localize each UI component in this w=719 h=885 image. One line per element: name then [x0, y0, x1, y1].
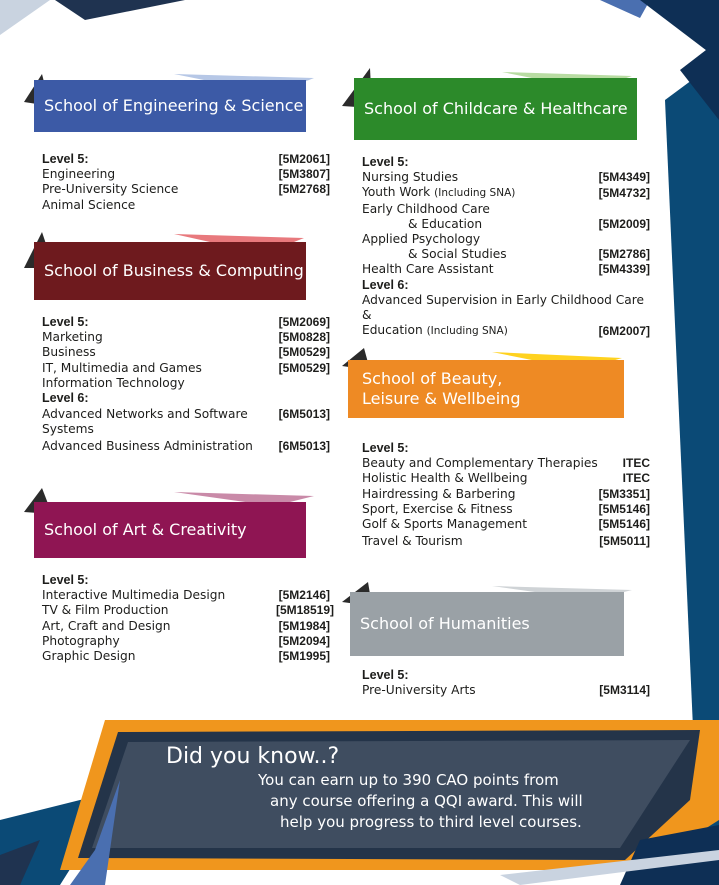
- course-name: Travel & Tourism: [362, 534, 463, 549]
- list-item: [42, 198, 330, 213]
- course-note: (Including SNA): [434, 187, 516, 200]
- course-name: Engineering: [42, 167, 116, 182]
- list-item: [362, 170, 650, 185]
- course-code: ITEC: [622, 471, 650, 486]
- banner-engineering-title: School of Engineering & Science: [44, 96, 304, 115]
- list-item: [42, 361, 330, 376]
- did-you-know-line2: any course offering a QQI award. This will: [270, 792, 583, 810]
- course-code: [5M2786]: [598, 247, 650, 262]
- did-you-know-line1: You can earn up to 390 CAO points from: [258, 771, 559, 789]
- list-item: [362, 502, 650, 517]
- level-label: Level 5:: [362, 441, 409, 455]
- did-you-know-line3: help you progress to third level courses.: [280, 813, 582, 831]
- course-code: [5M2094]: [278, 633, 330, 648]
- list-item: [362, 487, 650, 502]
- course-name: & Education: [408, 216, 483, 231]
- course-code: [5M1984]: [278, 618, 330, 633]
- list-item: [362, 185, 650, 201]
- banner-humanities: [350, 592, 624, 656]
- list-item: [362, 217, 650, 232]
- course-name: Graphic Design: [42, 649, 136, 664]
- course-code: [5M2061]: [278, 152, 330, 166]
- list-item: [42, 345, 330, 360]
- list-item: [42, 422, 330, 437]
- course-name: & Social Studies: [408, 247, 507, 262]
- list-item: [42, 182, 330, 197]
- course-code: [5M2146]: [278, 588, 330, 603]
- list-item: [42, 315, 330, 330]
- course-code: [5M1995]: [278, 649, 330, 664]
- course-name: Sport, Exercise & Fitness: [362, 501, 513, 516]
- list-item: [42, 603, 334, 618]
- level-label: Level 6:: [362, 277, 409, 292]
- list-item: [362, 155, 650, 170]
- list-item: [362, 247, 650, 262]
- list-item: [362, 456, 650, 471]
- list-item: [42, 649, 330, 664]
- banner-art: [34, 502, 306, 558]
- course-code: ITEC: [622, 456, 650, 471]
- course-name: Pre-University Arts: [362, 683, 476, 698]
- course-name: Hairdressing & Barbering: [362, 486, 516, 501]
- banner-childcare-title: School of Childcare & Healthcare: [364, 99, 628, 118]
- course-code: [5M3351]: [598, 486, 650, 501]
- list-item: [362, 683, 650, 698]
- course-name: Animal Science: [42, 197, 136, 212]
- banner-business: [34, 242, 306, 300]
- level-label: Level 6:: [42, 391, 89, 406]
- list-item: [42, 376, 330, 391]
- course-name: Early Childhood Care: [362, 201, 490, 216]
- level-label: Level 5:: [42, 573, 89, 587]
- list-item: [362, 293, 650, 323]
- course-code: [5M0828]: [278, 330, 330, 345]
- list-item: [362, 262, 650, 277]
- list-item: [362, 471, 650, 486]
- list-item: [42, 439, 330, 454]
- course-name: TV & Film Production: [42, 603, 169, 618]
- course-code: [6M5013]: [278, 407, 330, 422]
- list-item: [42, 152, 330, 167]
- banner-business-title: School of Business & Computing: [44, 261, 304, 280]
- list-item: [362, 202, 650, 217]
- course-name: Interactive Multimedia Design: [42, 588, 226, 603]
- beauty-course-list: [362, 441, 650, 549]
- course-name: Advanced Networks and Software: [42, 407, 248, 422]
- course-name: Applied Psychology: [362, 232, 481, 247]
- humanities-course-list: [362, 668, 650, 698]
- course-code: [5M0529]: [278, 345, 330, 360]
- course-name: Advanced Business Administration: [42, 438, 253, 453]
- course-name: Nursing Studies: [362, 170, 459, 185]
- list-item: [362, 278, 650, 293]
- level-label: Level 5:: [42, 315, 89, 329]
- course-code: [5M4339]: [598, 262, 650, 277]
- course-code: [5M5146]: [598, 517, 650, 532]
- course-name: Marketing: [42, 330, 103, 345]
- list-item: [42, 407, 330, 422]
- level-label: Level 5:: [42, 152, 89, 166]
- course-name: Systems: [42, 422, 94, 437]
- course-code: [6M2007]: [598, 324, 650, 339]
- course-code: [5M5011]: [599, 534, 650, 549]
- course-code: [5M18519]: [275, 603, 334, 618]
- list-item: [42, 634, 330, 649]
- course-code: [5M5146]: [598, 501, 650, 516]
- banner-beauty-title-line2: Leisure & Wellbeing: [362, 389, 521, 408]
- list-item: [42, 573, 330, 588]
- course-name: Information Technology: [42, 375, 185, 390]
- level-label: Level 5:: [362, 155, 409, 169]
- list-item: [362, 441, 650, 456]
- banner-beauty: [348, 360, 624, 418]
- course-name: Beauty and Complementary Therapies: [362, 456, 598, 471]
- childcare-course-list: [362, 155, 650, 339]
- course-name: Art, Craft and Design: [42, 618, 171, 633]
- course-name: Advanced Supervision in Early Childhood Care &: [362, 292, 645, 323]
- course-code: [5M4349]: [598, 170, 650, 185]
- course-code: [5M4732]: [598, 186, 650, 201]
- list-item: [42, 167, 330, 182]
- list-item: [42, 619, 330, 634]
- list-item: [42, 588, 330, 603]
- course-name: Youth Work: [362, 185, 431, 200]
- banner-humanities-title: School of Humanities: [360, 614, 530, 633]
- course-code: [5M3807]: [278, 167, 330, 182]
- course-code: [6M5013]: [278, 438, 330, 453]
- level-label: Level 5:: [362, 668, 409, 682]
- banner-childcare: [354, 78, 637, 140]
- course-name: Pre-University Science: [42, 182, 179, 197]
- course-code: [5M0529]: [278, 360, 330, 375]
- course-name: Health Care Assistant: [362, 262, 494, 277]
- engineering-course-list: [42, 152, 330, 213]
- course-name: Holistic Health & Wellbeing: [362, 471, 528, 486]
- course-name: Photography: [42, 633, 120, 648]
- course-note: (Including SNA): [426, 325, 508, 338]
- business-course-list: [42, 315, 330, 454]
- list-item: [42, 330, 330, 345]
- course-code: [5M2768]: [278, 182, 330, 197]
- art-course-list: [42, 573, 334, 664]
- course-code: [5M2009]: [598, 216, 650, 231]
- course-name: IT, Multimedia and Games: [42, 360, 202, 375]
- list-item: [362, 323, 650, 339]
- did-you-know-heading: Did you know..?: [166, 744, 340, 769]
- banner-engineering: [34, 80, 306, 132]
- list-item: [362, 668, 650, 683]
- banner-art-title: School of Art & Creativity: [44, 520, 247, 539]
- banner-beauty-title-line1: School of Beauty,: [362, 369, 503, 388]
- list-item: [42, 391, 330, 406]
- course-code: [5M2069]: [278, 315, 330, 329]
- course-name: Golf & Sports Management: [362, 517, 528, 532]
- course-name: Education: [362, 323, 423, 338]
- course-code: [5M3114]: [599, 683, 650, 698]
- list-item: [362, 517, 650, 532]
- course-name: Business: [42, 345, 96, 360]
- list-item: [362, 534, 650, 549]
- list-item: [362, 232, 650, 247]
